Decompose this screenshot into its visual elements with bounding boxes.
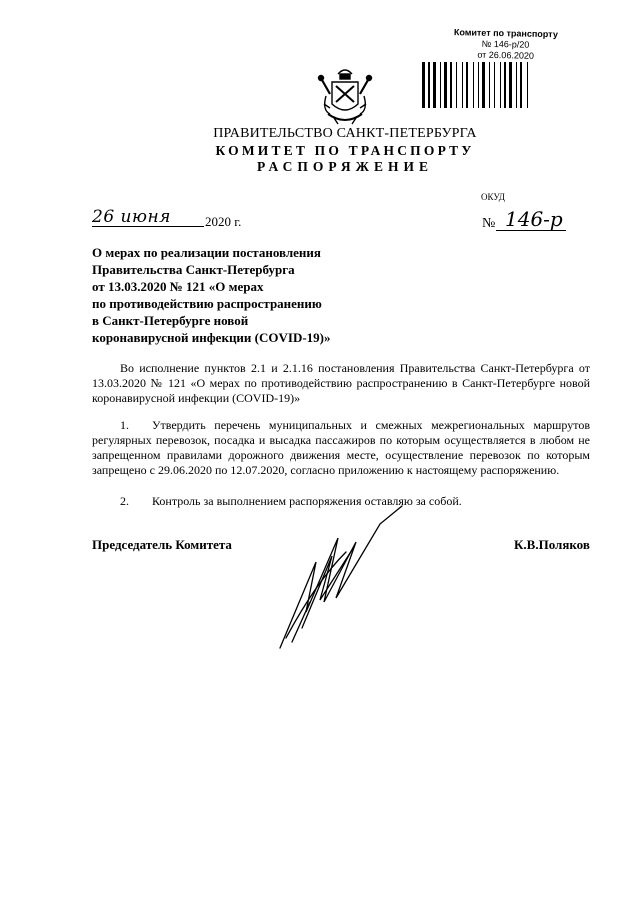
- barcode-bar: [494, 62, 495, 108]
- handwritten-date: 26 июня: [92, 207, 171, 227]
- barcode-bar: [428, 62, 430, 108]
- handwritten-signature: [276, 502, 406, 652]
- barcode-bar: [520, 62, 522, 108]
- title-line: в Санкт-Петербурге новой: [92, 313, 249, 328]
- item-text: Контроль за выполнением распоряжения оставляю за собой.: [152, 494, 462, 508]
- barcode-bar: [450, 62, 452, 108]
- barcode-bar: [482, 62, 485, 108]
- barcode-bar: [500, 62, 501, 108]
- number-label: №: [482, 216, 496, 231]
- government-name: ПРАВИТЕЛЬСТВО САНКТ-ПЕТЕРБУРГА: [213, 126, 477, 141]
- title-line: Правительства Санкт-Петербурга: [92, 262, 295, 277]
- barcode-bar: [422, 62, 425, 108]
- barcode-bar: [473, 62, 474, 108]
- signatory-position: Председатель Комитета: [92, 537, 232, 552]
- barcode-bar: [509, 62, 512, 108]
- barcode-bar: [440, 62, 441, 108]
- signatory-name: К.В.Поляков: [514, 537, 590, 552]
- title-line: от 13.03.2020 № 121 «О мерах: [92, 279, 264, 294]
- item-number: 2.: [120, 494, 129, 508]
- stamp-number: № 146-р/20: [481, 38, 530, 50]
- number-underline: [496, 230, 566, 231]
- list-item: [92, 418, 590, 478]
- preamble-paragraph: Во исполнение пунктов 2.1 и 2.1.16 постановления Правительства Санкт-Петербурга от 13.03.2020 № 121 «О мерах по противодействию распространению в Санкт-Петербурге новой коронавирусной инфекции (COVID-19)»: [92, 361, 590, 405]
- document-type: РАСПОРЯЖЕНИЕ: [256, 159, 434, 174]
- coat-of-arms-icon: [316, 64, 374, 128]
- registration-stamp: [416, 26, 576, 61]
- handwritten-number: 146-р: [505, 207, 563, 231]
- title-line: по противодействию распространению: [92, 296, 322, 311]
- barcode-bar: [504, 62, 506, 108]
- stamp-date: от 26.06.2020: [477, 49, 535, 61]
- item-text: Утвердить перечень муниципальных и смежных межрегиональных маршрутов регулярных перевозок, посадка и высадка пассажиров по которым осуществляется в любом не запрещенном правилами дорожного движения месте, осуществление перевозок по которым запрещено с 29.06.2020 по 12.07.2020, согласно приложению к настоящему распоряжению.: [92, 418, 590, 477]
- barcode-bar: [527, 62, 528, 108]
- barcode-bar: [462, 62, 463, 108]
- stamp-organization: Комитет по транспорту: [453, 27, 559, 40]
- committee-name: КОМИТЕТ ПО ТРАНСПОРТУ: [215, 143, 475, 158]
- barcode-bar: [478, 62, 479, 108]
- barcode-bar: [456, 62, 457, 108]
- barcode-bar: [444, 62, 447, 108]
- date-year: 2020 г.: [205, 214, 242, 229]
- okud-label: ОКУД: [481, 192, 505, 202]
- barcode-bar: [433, 62, 436, 108]
- barcode-bar: [466, 62, 468, 108]
- barcode-bar: [489, 62, 490, 108]
- title-line: О мерах по реализации постановления: [92, 245, 321, 260]
- barcode: [420, 62, 570, 108]
- document-title: [92, 244, 422, 346]
- item-number: 1.: [120, 418, 129, 432]
- date-underline: [92, 226, 204, 227]
- barcode-bar: [516, 62, 517, 108]
- title-line: коронавирусной инфекции (COVID-19)»: [92, 330, 331, 345]
